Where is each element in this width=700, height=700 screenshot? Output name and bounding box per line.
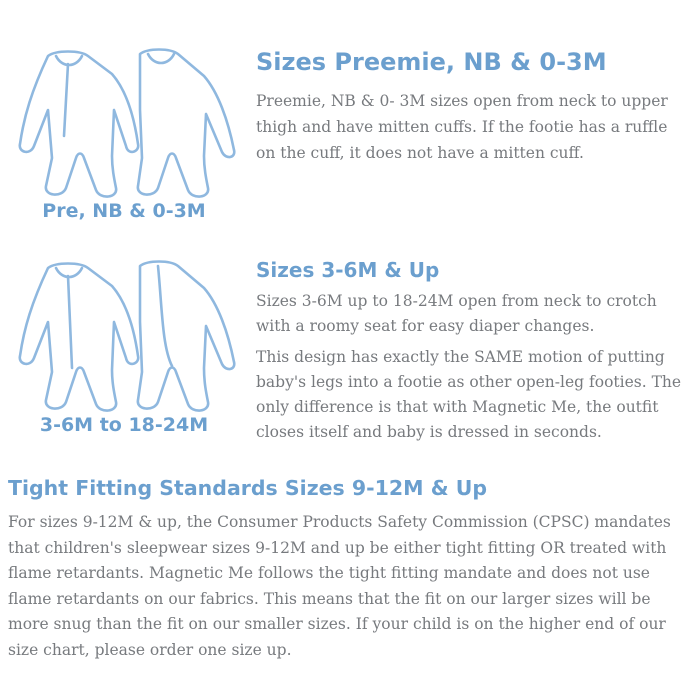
section-body-preemie: Preemie, NB & 0- 3M sizes open from neck to upper thigh and have mitten cuffs. If the footie has a ruffle on the cuff, it does not have a mitten cuff. <box>256 92 668 162</box>
size-caption-large: 3-6M to 18-24M <box>39 414 209 436</box>
footie-back-icon <box>138 262 234 411</box>
footie-illustration-small <box>8 40 248 205</box>
section-body-tight-fitting: For sizes 9-12M & up, the Consumer Products Safety Commission (CPSC) mandates that children's sleepwear sizes 9-12M and up be either tight fitting OR treated with flame retardants. Magnetic Me follows the tight fitting mandate and does not use flame retardants on our fabrics. This means that the fit on our larger sizes will be more snug than the fit on our smaller sizes. If your child is on the higher end of our size chart, please order one size up. <box>8 513 671 659</box>
footie-back-icon <box>138 50 234 197</box>
footie-illustration-large <box>8 256 248 421</box>
size-caption-small: Pre, NB & 0-3M <box>42 200 206 222</box>
section-body-3-6m-opening: Sizes 3-6M up to 18-24M open from neck to crotch with a roomy seat for easy diaper changes. <box>256 292 657 335</box>
footie-front-icon <box>20 264 138 411</box>
footie-front-icon <box>20 52 138 197</box>
section-body-3-6m-motion: This design has exactly the SAME motion of putting baby's legs into a footie as other open-leg footies. The only difference is that with Magnetic Me, the outfit closes itself and baby is dressed in seconds. <box>256 348 682 441</box>
section-title-preemie: Sizes Preemie, NB & 0-3M <box>256 48 607 76</box>
section-title-tight-fitting: Tight Fitting Standards Sizes 9-12M & Up <box>8 476 488 500</box>
section-title-3-6m: Sizes 3-6M & Up <box>256 258 440 282</box>
